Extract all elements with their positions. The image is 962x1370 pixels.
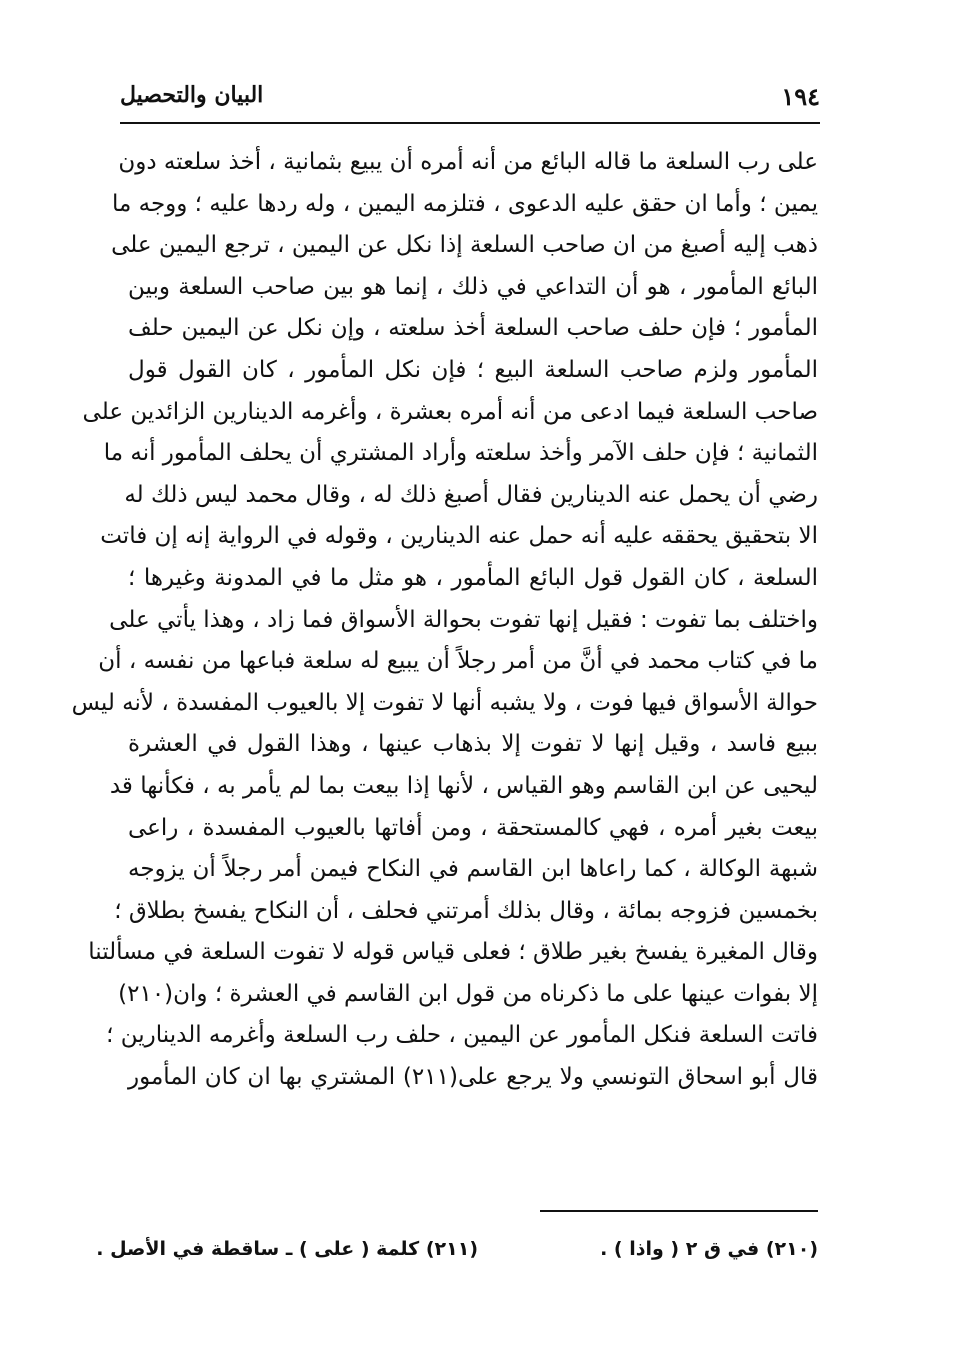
text-line: المأمور ولزم صاحب السلعة البيع ؛ فإن نكل المأمور ، كان القول قول <box>128 356 818 383</box>
text-line: رضي أن يحمل عنه الدينارين فقال أصبغ ذلك له ، وقال محمد ليس ذلك له <box>124 481 818 508</box>
text-line: يمين ؛ وأما ان حقق عليه الدعوى ، فتلزمه اليمين ، وله ردها عليه ؛ ووجه ما <box>111 190 818 217</box>
text-line: ذهب إليه أصبغ من ان صاحب السلعة إذا نكل عن اليمين ، ترجع اليمين على <box>111 232 818 259</box>
text-line: الثمانية ؛ فإن حلف الآمر وأخذ سلعته وأراد المشتري أن يحلف المأمور أنه ما <box>103 440 818 467</box>
page-header <box>120 82 820 116</box>
text-line: ما في كتاب محمد في أنَّ من أمر رجلاً أن يبيع له سلعة فباعها من نفسه ، أن <box>98 648 818 675</box>
text-line: وقال المغيرة يفسخ بغير طلاق ؛ فعلى قياس قوله لا تفوت السلعة في مسألتنا <box>88 939 818 966</box>
text-line: السلعة ، كان القول قول البائع المأمور ، هو مثل ما في المدونة وغيرها ؛ <box>128 564 818 591</box>
running-title: البيان والتحصيل <box>120 82 264 108</box>
text-line: ليحيى عن ابن القاسم وهو القياس ، لأنها إذا بيعت بما لم يأمر به ، فكأنها قد <box>109 772 818 799</box>
text-line: الا بتحقيق يحققه عليه أنه حمل عنه الدينارين ، وقوله في الرواية إنه إن فاتت <box>100 523 818 550</box>
text-line: ببيع فاسد ، وقيل إنها لا تفوت إلا بذهاب عينها ، وهذا القول في العشرة <box>128 731 818 758</box>
footnote-211: (٢١١) كلمة ( على ) ـ ساقطة في الأصل . <box>96 1238 478 1260</box>
text-line: إلا بفوات عينها على ما ذكرناه من قول ابن القاسم في العشرة ؛ وان(٢١٠) <box>118 980 818 1007</box>
text-line: فاتت السلعة فنكل المأمور عن اليمين ، حلف رب السلعة وأغرمه الدينارين ؛ <box>106 1022 818 1049</box>
text-line: شبهة الوكالة ، كما راعاها ابن القاسم في النكاح فيمن أمر رجلاً أن يزوجه <box>128 856 818 883</box>
text-line: البائع المأمور ، هو أن التداعي في ذلك ، إنما هو بين صاحب السلعة وبين <box>128 273 818 300</box>
text-line: حوالة الأسواق فيها فوت ، ولا يشبه أنها لا تفوت إلا بالعيوب المفسدة ، لأنه ليس <box>71 689 818 716</box>
footnote-rule <box>540 1210 818 1212</box>
text-line: قال أبو اسحاق التونسي ولا يرجع على(٢١١) المشتري بها ان كان المأمور <box>128 1064 818 1091</box>
footnotes <box>96 1238 818 1274</box>
text-line: بخمسين فزوجه بمائة ، وقال بذلك أمرتني فحلف ، أن النكاح يفسخ بطلاق ؛ <box>114 897 818 924</box>
page-number: ١٩٤ <box>781 82 820 111</box>
body-text <box>71 142 818 1099</box>
text-line: على رب السلعة ما قاله البائع من أنه أمره أن يبيع بثمانية ، أخذ سلعته دون <box>118 149 818 175</box>
footnote-210: (٢١٠) في ق ٢ ( واذا ) . <box>600 1238 818 1260</box>
text-line: صاحب السلعة فيما ادعى من أنه أمره بعشرة ، وأغرمه الدينارين الزائدين على <box>82 398 818 425</box>
header-rule <box>120 122 820 124</box>
text-line: واختلف بما تفوت : فقيل إنها تفوت بحوالة الأسواق فما زاد ، وهذا يأتي على <box>109 606 818 633</box>
text-line: المأمور ؛ فإن حلف صاحب السلعة أخذ سلعته ، وإن نكل عن اليمين حلف <box>128 315 818 342</box>
text-line: بيعت بغير أمره ، فهي كالمستحقة ، ومن أفاتها بالعيوب المفسدة ، راعى <box>128 814 818 841</box>
